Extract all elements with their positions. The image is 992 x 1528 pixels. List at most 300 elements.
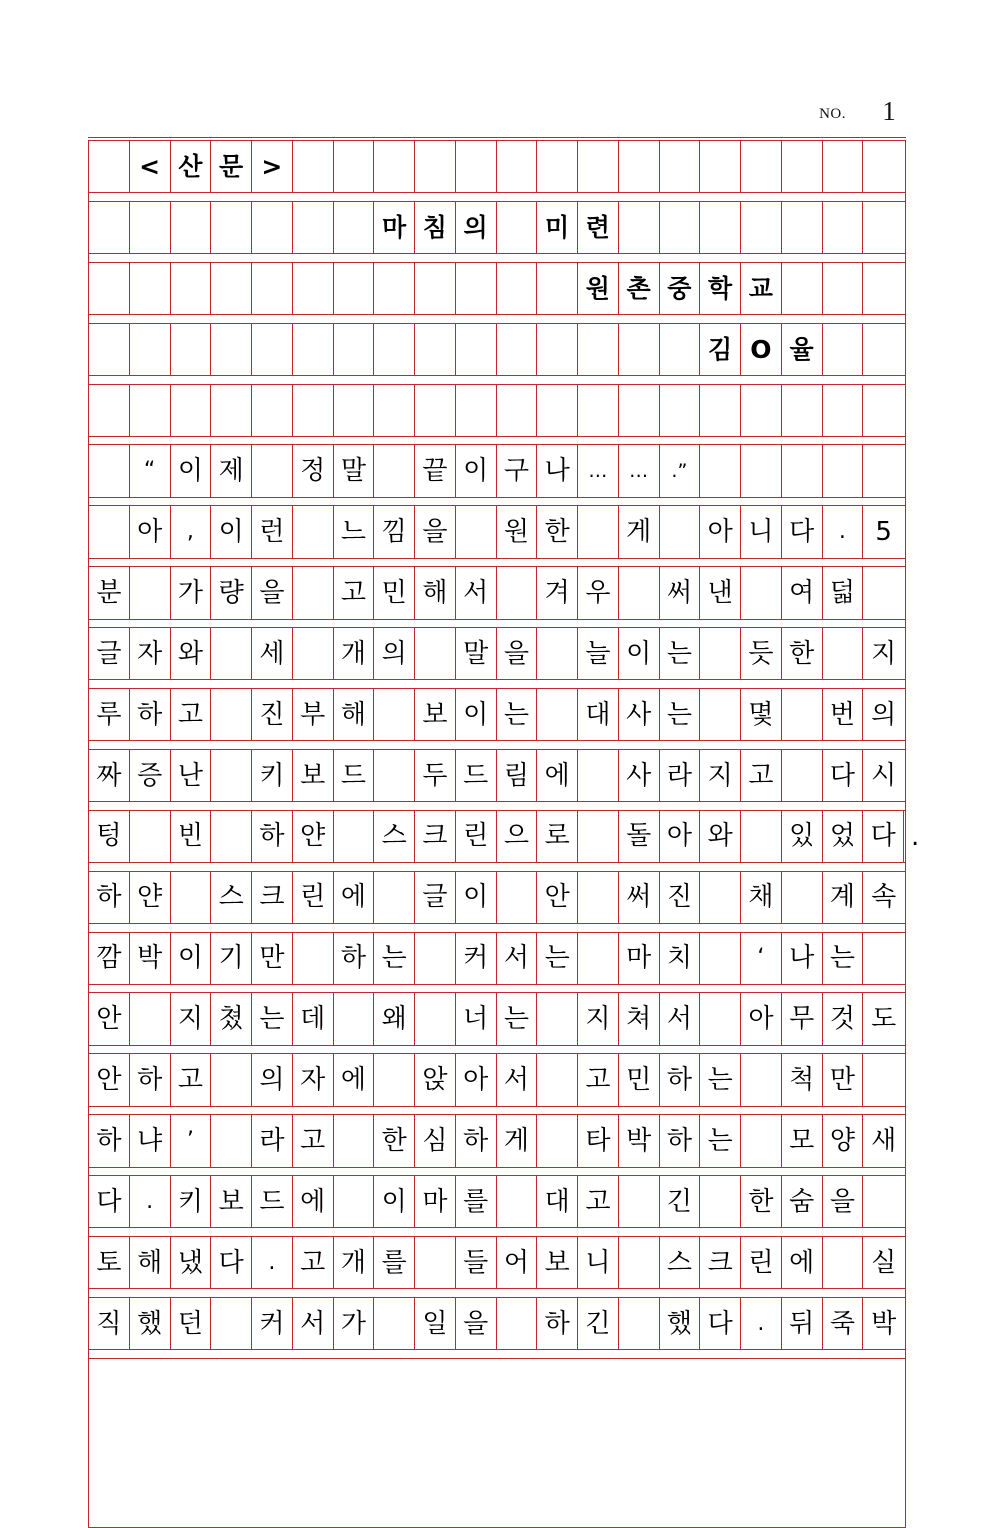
grid-cell: 와 bbox=[700, 811, 741, 862]
grid-cell: 해 bbox=[130, 1237, 171, 1288]
grid-cell: 린 bbox=[456, 811, 497, 862]
row-spacer bbox=[89, 1167, 905, 1176]
grid-cell bbox=[537, 689, 578, 740]
grid-cell bbox=[700, 445, 741, 496]
grid-cell: 는 bbox=[252, 993, 293, 1044]
grid-cell: 대 bbox=[537, 1176, 578, 1227]
grid-cell: 끝 bbox=[415, 445, 456, 496]
grid-cell: 있 bbox=[782, 811, 823, 862]
grid-cell: 한 bbox=[374, 1115, 415, 1166]
grid-cell: 척 bbox=[782, 1054, 823, 1105]
grid-cell: 가 bbox=[171, 567, 212, 618]
grid-cell: 촌 bbox=[619, 263, 660, 314]
grid-cell bbox=[456, 506, 497, 557]
grid-cell: 드 bbox=[252, 1176, 293, 1227]
grid-cell: 를 bbox=[374, 1237, 415, 1288]
grid-cell: .” bbox=[660, 445, 701, 496]
grid-cell bbox=[823, 324, 864, 375]
grid-cell: 서 bbox=[497, 1054, 538, 1105]
grid-cell: 서 bbox=[497, 933, 538, 984]
page-number-block bbox=[819, 98, 906, 125]
grid-cell: 자 bbox=[130, 628, 171, 679]
grid-cell bbox=[130, 202, 171, 253]
grid-cell bbox=[700, 385, 741, 436]
row-body-10 bbox=[89, 992, 905, 1044]
grid-cell bbox=[293, 628, 334, 679]
grid-cell bbox=[211, 385, 252, 436]
grid-cell bbox=[537, 324, 578, 375]
grid-cell: 속 bbox=[871, 882, 897, 913]
grid-cell bbox=[293, 324, 334, 375]
grid-cell: 지 bbox=[871, 638, 897, 669]
grid-cell bbox=[89, 385, 130, 436]
grid-cell bbox=[497, 1298, 538, 1349]
row-spacer bbox=[89, 1045, 905, 1054]
grid-cell: 말 bbox=[334, 445, 375, 496]
row-body-1 bbox=[89, 444, 905, 496]
grid-cell: 만 bbox=[252, 933, 293, 984]
grid-cell bbox=[211, 1115, 252, 1166]
grid-cell: 듯 bbox=[741, 628, 782, 679]
row-spacer bbox=[89, 1288, 905, 1297]
grid-cell bbox=[741, 141, 782, 192]
grid-cell: 고 bbox=[578, 1054, 619, 1105]
grid-cell: 일 bbox=[415, 1298, 456, 1349]
grid-cell bbox=[863, 445, 904, 496]
row-spacer bbox=[89, 314, 905, 323]
grid-cell bbox=[211, 202, 252, 253]
grid-cell: 를 bbox=[456, 1176, 497, 1227]
grid-cell: 냈 bbox=[171, 1237, 212, 1288]
grid-cell bbox=[863, 385, 904, 436]
grid-cell bbox=[89, 445, 130, 496]
grid-cell bbox=[578, 385, 619, 436]
grid-cell: 린 bbox=[741, 1237, 782, 1288]
grid-cell: 아 bbox=[130, 506, 171, 557]
grid-cell: 겨 bbox=[537, 567, 578, 618]
grid-cell: 는 bbox=[660, 689, 701, 740]
grid-cell: 쳤 bbox=[211, 993, 252, 1044]
grid-cell: 중 bbox=[660, 263, 701, 314]
grid-cell: 는 bbox=[700, 1054, 741, 1105]
grid-cell bbox=[211, 324, 252, 375]
row-spacer bbox=[89, 192, 905, 201]
grid-cell bbox=[130, 385, 171, 436]
grid-cell: . bbox=[741, 1298, 782, 1349]
grid-cell: 느 bbox=[334, 506, 375, 557]
grid-cell bbox=[334, 1176, 375, 1227]
grid-cell bbox=[619, 1237, 660, 1288]
grid-cell bbox=[782, 750, 823, 801]
grid-cell: … bbox=[619, 445, 660, 496]
grid-cell bbox=[456, 263, 497, 314]
row-spacer bbox=[89, 253, 905, 262]
grid-cell bbox=[374, 1298, 415, 1349]
grid-cell: 긴 bbox=[578, 1298, 619, 1349]
grid-cell: 민 bbox=[374, 567, 415, 618]
header-rule bbox=[88, 137, 906, 138]
grid-cell bbox=[782, 202, 823, 253]
grid-cell bbox=[293, 933, 334, 984]
grid-cell: 한 bbox=[537, 506, 578, 557]
grid-cell: 의 bbox=[252, 1054, 293, 1105]
grid-cell bbox=[497, 872, 538, 923]
grid-cell bbox=[863, 567, 904, 618]
grid-cell: 구 bbox=[497, 445, 538, 496]
grid-cell: 개 bbox=[334, 628, 375, 679]
grid-cell bbox=[171, 263, 212, 314]
row-body-6 bbox=[89, 749, 905, 801]
grid-cell bbox=[374, 141, 415, 192]
grid-cell: 마 bbox=[415, 1176, 456, 1227]
grid-cell bbox=[619, 567, 660, 618]
grid-cell bbox=[863, 933, 904, 984]
row-body-12 bbox=[89, 1114, 905, 1166]
grid-cell: 고 bbox=[293, 1115, 334, 1166]
grid-cell: 너 bbox=[456, 993, 497, 1044]
grid-cell: 을 bbox=[456, 1298, 497, 1349]
grid-cell bbox=[660, 385, 701, 436]
row-title bbox=[89, 201, 905, 253]
grid-cell bbox=[89, 506, 130, 557]
grid-cell bbox=[741, 385, 782, 436]
grid-cell bbox=[700, 689, 741, 740]
grid-cell: 나 bbox=[782, 933, 823, 984]
grid-cell: 원 bbox=[497, 506, 538, 557]
grid-cell: . bbox=[130, 1176, 171, 1227]
row-spacer bbox=[89, 801, 905, 810]
grid-cell: 드 bbox=[334, 750, 375, 801]
grid-cell bbox=[171, 202, 212, 253]
grid-cell bbox=[863, 263, 904, 314]
grid-cell bbox=[497, 385, 538, 436]
grid-cell: 는 bbox=[823, 933, 864, 984]
grid-cell bbox=[415, 324, 456, 375]
grid-cell: 나 bbox=[537, 445, 578, 496]
grid-cell: 정 bbox=[293, 445, 334, 496]
grid-cell bbox=[497, 202, 538, 253]
grid-cell: 모 bbox=[782, 1115, 823, 1166]
grid-cell bbox=[619, 385, 660, 436]
grid-cell bbox=[578, 324, 619, 375]
grid-cell: 짜 bbox=[89, 750, 130, 801]
grid-cell: 스 bbox=[374, 811, 415, 862]
grid-cell: 런 bbox=[252, 506, 293, 557]
grid-cell: 니 bbox=[578, 1237, 619, 1288]
grid-cell bbox=[374, 689, 415, 740]
row-school bbox=[89, 262, 905, 314]
grid-cell: 고 bbox=[578, 1176, 619, 1227]
grid-cell: < bbox=[130, 141, 171, 192]
grid-cell bbox=[619, 1176, 660, 1227]
grid-cell: 안 bbox=[89, 1054, 130, 1105]
grid-cell bbox=[130, 993, 171, 1044]
grid-cell: 으 bbox=[497, 811, 538, 862]
grid-cell: 도 bbox=[871, 1004, 897, 1035]
grid-cell: 키 bbox=[171, 1176, 212, 1227]
grid-cell: 분 bbox=[89, 567, 130, 618]
grid-cell bbox=[537, 1115, 578, 1166]
grid-cell bbox=[211, 263, 252, 314]
grid-cell: 하 bbox=[130, 689, 171, 740]
grid-cell: 치 bbox=[660, 933, 701, 984]
grid-cell: 사 bbox=[619, 750, 660, 801]
grid-cell: 크 bbox=[415, 811, 456, 862]
grid-cell bbox=[374, 445, 415, 496]
grid-cell bbox=[823, 202, 864, 253]
grid-cell: 냐 bbox=[130, 1115, 171, 1166]
grid-cell bbox=[211, 628, 252, 679]
grid-cell bbox=[700, 933, 741, 984]
grid-cell: 숨 bbox=[782, 1176, 823, 1227]
grid-cell bbox=[619, 324, 660, 375]
grid-cell: ‘ bbox=[741, 933, 782, 984]
grid-cell: 는 bbox=[537, 933, 578, 984]
grid-cell bbox=[578, 141, 619, 192]
grid-cell bbox=[130, 811, 171, 862]
grid-cell: 하 bbox=[89, 872, 130, 923]
grid-cell bbox=[89, 141, 130, 192]
row-genre-label bbox=[89, 140, 905, 192]
grid-cell: 이 bbox=[171, 445, 212, 496]
manuscript-grid bbox=[88, 140, 920, 1528]
grid-cell: 김 bbox=[700, 324, 741, 375]
grid-cell bbox=[863, 141, 904, 192]
grid-cell bbox=[741, 445, 782, 496]
grid-cell: 게 bbox=[497, 1115, 538, 1166]
grid-cell: 다 bbox=[782, 506, 823, 557]
grid-cell: 원 bbox=[578, 263, 619, 314]
grid-cell: 다 bbox=[863, 811, 904, 862]
grid-cell: 의 bbox=[456, 202, 497, 253]
grid-cell: 다 bbox=[823, 750, 864, 801]
row-spacer bbox=[89, 923, 905, 932]
row-body-13 bbox=[89, 1175, 905, 1227]
grid-cell: 고 bbox=[171, 1054, 212, 1105]
grid-cell: 는 bbox=[700, 1115, 741, 1166]
grid-cell bbox=[334, 993, 375, 1044]
grid-cell bbox=[415, 628, 456, 679]
grid-cell: 제 bbox=[211, 445, 252, 496]
grid-cell bbox=[293, 385, 334, 436]
grid-cell: 채 bbox=[741, 872, 782, 923]
grid-cell: 몇 bbox=[741, 689, 782, 740]
grid-cell bbox=[578, 811, 619, 862]
grid-cell: 어 bbox=[497, 1237, 538, 1288]
grid-cell bbox=[415, 933, 456, 984]
grid-cell: > bbox=[252, 141, 293, 192]
grid-cell bbox=[823, 445, 864, 496]
grid-cell: 이 bbox=[171, 933, 212, 984]
grid-cell: 말 bbox=[456, 628, 497, 679]
grid-cell: 하 bbox=[537, 1298, 578, 1349]
grid-cell bbox=[863, 1054, 904, 1105]
grid-cell bbox=[334, 811, 375, 862]
grid-cell: 써 bbox=[619, 872, 660, 923]
grid-cell: 하 bbox=[89, 1115, 130, 1166]
grid-cell: 이 bbox=[211, 506, 252, 557]
grid-cell: 문 bbox=[211, 141, 252, 192]
grid-cell: 다 bbox=[89, 1176, 130, 1227]
grid-cell: . bbox=[252, 1237, 293, 1288]
grid-cell: 한 bbox=[741, 1176, 782, 1227]
grid-cell bbox=[700, 202, 741, 253]
grid-cell bbox=[211, 1054, 252, 1105]
grid-cell: 는 bbox=[660, 628, 701, 679]
grid-cell bbox=[497, 567, 538, 618]
grid-cell: 는 bbox=[374, 933, 415, 984]
grid-cell: 앉 bbox=[415, 1054, 456, 1105]
grid-cell: 부 bbox=[293, 689, 334, 740]
grid-cell: 아 bbox=[660, 811, 701, 862]
grid-cell bbox=[823, 628, 864, 679]
grid-cell: 다 bbox=[211, 1237, 252, 1288]
grid-cell: 라 bbox=[660, 750, 701, 801]
grid-cell bbox=[823, 263, 864, 314]
grid-cell: 의 bbox=[374, 628, 415, 679]
grid-cell: 련 bbox=[578, 202, 619, 253]
grid-cell: 증 bbox=[130, 750, 171, 801]
grid-cell bbox=[293, 263, 334, 314]
grid-cell: 쳐 bbox=[619, 993, 660, 1044]
grid-cell: 하 bbox=[252, 811, 293, 862]
grid-cell bbox=[89, 202, 130, 253]
grid-cell bbox=[293, 506, 334, 557]
grid-cell: 이 bbox=[456, 445, 497, 496]
grid-cell bbox=[497, 324, 538, 375]
row-spacer bbox=[89, 497, 905, 506]
grid-cell: 아 bbox=[741, 993, 782, 1044]
grid-cell: 에 bbox=[293, 1176, 334, 1227]
row-body-8 bbox=[89, 871, 905, 923]
grid-cell: 텅 bbox=[89, 811, 130, 862]
page-number-value: 1 bbox=[882, 96, 896, 126]
grid-cell bbox=[741, 1054, 782, 1105]
grid-cell: 덟 bbox=[823, 567, 864, 618]
row-spacer bbox=[89, 558, 905, 567]
grid-cell: 진 bbox=[252, 689, 293, 740]
grid-cell: 에 bbox=[334, 872, 375, 923]
grid-cell bbox=[252, 263, 293, 314]
grid-cell bbox=[130, 263, 171, 314]
grid-cell: 박 bbox=[871, 1308, 897, 1339]
row-spacer bbox=[89, 619, 905, 628]
grid-cell: 글 bbox=[89, 628, 130, 679]
grid-cell bbox=[823, 1237, 864, 1288]
grid-cell: 5 bbox=[875, 516, 892, 547]
row-author bbox=[89, 323, 905, 375]
grid-cell: 니 bbox=[741, 506, 782, 557]
grid-cell: 개 bbox=[334, 1237, 375, 1288]
row-body-7 bbox=[89, 810, 920, 862]
grid-cell bbox=[700, 993, 741, 1044]
grid-cell: 에 bbox=[782, 1237, 823, 1288]
grid-cell: 을 bbox=[252, 567, 293, 618]
grid-cell bbox=[171, 385, 212, 436]
grid-cell: 죽 bbox=[823, 1298, 864, 1349]
grid-cell: 보 bbox=[211, 1176, 252, 1227]
grid-cell: 자 bbox=[293, 1054, 334, 1105]
row-spacer bbox=[89, 679, 905, 688]
grid-cell: 이 bbox=[619, 628, 660, 679]
grid-cell bbox=[456, 385, 497, 436]
grid-cell: 만 bbox=[823, 1054, 864, 1105]
grid-cell: 박 bbox=[130, 933, 171, 984]
row-body-3 bbox=[89, 566, 905, 618]
grid-cell: 이 bbox=[456, 689, 497, 740]
grid-cell: 왜 bbox=[374, 993, 415, 1044]
grid-cell bbox=[456, 141, 497, 192]
grid-cell: 번 bbox=[823, 689, 864, 740]
row-spacer bbox=[89, 1227, 905, 1236]
grid-cell: 스 bbox=[211, 872, 252, 923]
grid-cell bbox=[415, 993, 456, 1044]
overflow-punctuation: . bbox=[911, 821, 920, 852]
grid-cell bbox=[823, 141, 864, 192]
grid-cell: 커 bbox=[456, 933, 497, 984]
grid-cell bbox=[823, 385, 864, 436]
grid-cell: 는 bbox=[497, 689, 538, 740]
grid-cell bbox=[578, 506, 619, 557]
grid-cell: 와 bbox=[171, 628, 212, 679]
grid-cell bbox=[537, 1054, 578, 1105]
grid-cell: 난 bbox=[171, 750, 212, 801]
grid-cell bbox=[374, 872, 415, 923]
grid-cell: 을 bbox=[823, 1176, 864, 1227]
grid-cell bbox=[374, 324, 415, 375]
row-spacer bbox=[89, 436, 905, 445]
grid-cell bbox=[415, 141, 456, 192]
grid-cell: 써 bbox=[660, 567, 701, 618]
grid-cell: 키 bbox=[252, 750, 293, 801]
grid-cell bbox=[619, 202, 660, 253]
grid-cell bbox=[619, 141, 660, 192]
grid-cell bbox=[741, 811, 782, 862]
grid-cell: 새 bbox=[871, 1125, 897, 1156]
grid-cell: 지 bbox=[700, 750, 741, 801]
grid-cell: 보 bbox=[537, 1237, 578, 1288]
grid-cell: 의 bbox=[871, 699, 897, 730]
grid-cell bbox=[293, 141, 334, 192]
grid-cell: 대 bbox=[578, 689, 619, 740]
grid-cell: 고 bbox=[334, 567, 375, 618]
grid-cell: 던 bbox=[171, 1298, 212, 1349]
grid-cell bbox=[782, 445, 823, 496]
grid-cell: O bbox=[741, 324, 782, 375]
grid-cell: 지 bbox=[171, 993, 212, 1044]
grid-cell: 직 bbox=[89, 1298, 130, 1349]
row-body-15 bbox=[89, 1297, 905, 1349]
grid-cell: 학 bbox=[700, 263, 741, 314]
grid-cell: 해 bbox=[415, 567, 456, 618]
row-spacer bbox=[89, 1349, 905, 1358]
grid-cell: 돌 bbox=[619, 811, 660, 862]
row-spacer bbox=[89, 740, 905, 749]
grid-cell bbox=[700, 141, 741, 192]
grid-cell: 세 bbox=[252, 628, 293, 679]
row-spacer bbox=[89, 375, 905, 384]
grid-cell bbox=[374, 385, 415, 436]
grid-cell: 을 bbox=[415, 506, 456, 557]
grid-cell: 해 bbox=[334, 689, 375, 740]
row-body-2 bbox=[89, 505, 905, 557]
grid-cell: 긴 bbox=[660, 1176, 701, 1227]
grid-cell: 늘 bbox=[578, 628, 619, 679]
grid-cell bbox=[497, 263, 538, 314]
grid-cell bbox=[252, 385, 293, 436]
grid-cell bbox=[415, 263, 456, 314]
grid-cell: 두 bbox=[415, 750, 456, 801]
